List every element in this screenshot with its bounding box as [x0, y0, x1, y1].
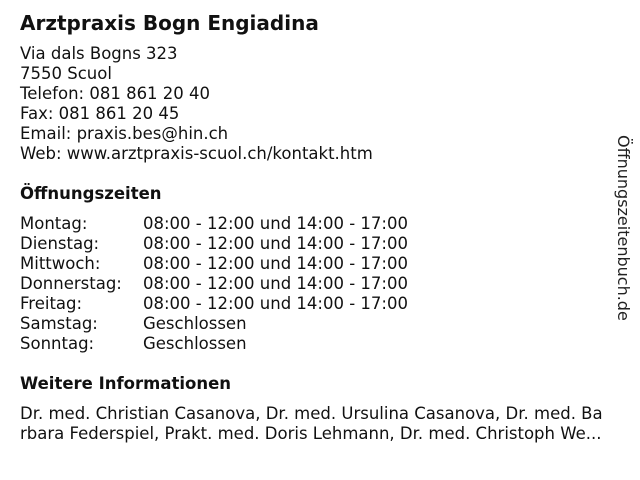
time-value: 08:00 - 12:00 und 14:00 - 17:00: [143, 294, 408, 313]
day-label: Dienstag:: [20, 234, 100, 253]
day-label: Montag:: [20, 214, 88, 233]
day-label: Samstag:: [20, 314, 98, 333]
time-value: 08:00 - 12:00 und 14:00 - 17:00: [143, 274, 408, 293]
day-label: Donnerstag:: [20, 274, 122, 293]
page-title: Arztpraxis Bogn Engiadina: [20, 11, 319, 35]
time-value: Geschlossen: [143, 334, 247, 353]
fax: Fax: 081 861 20 45: [20, 104, 180, 123]
city: 7550 Scuol: [20, 64, 112, 83]
phone: Telefon: 081 861 20 40: [20, 84, 211, 103]
opening-hours-heading: Öffnungszeiten: [20, 184, 162, 203]
day-label: Mittwoch:: [20, 254, 101, 273]
street-address: Via dals Bogns 323: [20, 44, 178, 63]
more-info-text: [20, 404, 632, 444]
website: Web: www.arztpraxis-scuol.ch/kontakt.htm: [20, 144, 373, 163]
brand-watermark: Öffnungszeitenbuch.de: [614, 135, 633, 321]
time-value: Geschlossen: [143, 314, 247, 333]
day-label: Freitag:: [20, 294, 83, 313]
day-label: Sonntag:: [20, 334, 95, 353]
email: Email: praxis.bes@hin.ch: [20, 124, 229, 143]
practice-page: [20, 0, 620, 480]
time-value: 08:00 - 12:00 und 14:00 - 17:00: [143, 254, 408, 273]
time-value: 08:00 - 12:00 und 14:00 - 17:00: [143, 234, 408, 253]
more-info-heading: Weitere Informationen: [20, 374, 232, 393]
more-info-line-1: Dr. med. Christian Casanova, Dr. med. Ursulina Casanova, Dr. med. Ba: [20, 404, 603, 423]
time-value: 08:00 - 12:00 und 14:00 - 17:00: [143, 214, 408, 233]
more-info-line-2: rbara Federspiel, Prakt. med. Doris Lehmann, Dr. med. Christoph We...: [20, 424, 602, 443]
contact-block: [20, 44, 373, 164]
